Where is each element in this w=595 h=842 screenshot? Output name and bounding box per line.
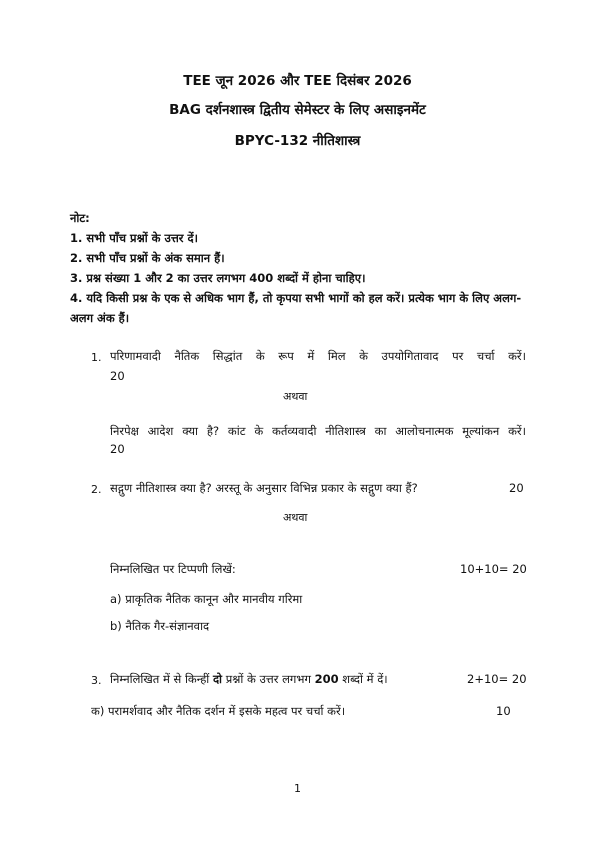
question-3-marks: 2+10= 20 [467,672,527,686]
question-1-or: अथवा [283,390,308,403]
question-3-text [110,672,388,687]
header-course-title: BAG दर्शनशास्त्र द्वितीय सेमेस्टर के लिए असाइनमेंट [169,102,426,118]
question-2-alt-text: निम्नलिखित पर टिप्पणी लिखें: [110,562,236,576]
question-2-alt-marks: 10+10= 20 [460,562,527,576]
question-1-alt-text: निरपेक्ष आदेश क्या है? कांट के कर्तव्यवादी नीतिशास्त्र का आलोचनात्मक मूल्यांकन करें। [110,424,526,438]
notes-heading: नोट: [70,211,90,225]
question-3-part-ka: क) परामर्शवाद और नैतिक दर्शन में इसके महत्व पर चर्चा करें। [91,704,346,718]
note-item: 4. यदि किसी प्रश्न के एक से अधिक भाग हैं, तो कृपया सभी भागों को हल करें। प्रत्येक भाग के लिए अलग-अलग अंक हैं। [70,291,522,325]
note-item: 1. सभी पाँच प्रश्नों के उत्तर दें। [70,231,198,245]
question-2-text: सद्गुण नीतिशास्त्र क्या है? अरस्तू के अनुसार विभिन्न प्रकार के सद्गुण क्या हैं? [110,481,418,495]
question-2-or: अथवा [283,511,308,524]
question-3-part-ka-marks: 10 [496,704,511,718]
question-1-text: परिणामवादी नैतिक सिद्धांत के रूप में मिल के उपयोगितावाद पर चर्चा करें। [110,349,526,363]
notes-section [70,208,540,328]
question-3-number: 3. [91,674,102,687]
question-3-word-limit: 200 [314,672,339,686]
question-3-text-end: शब्दों में दें। [342,672,388,686]
question-3-text-start: निम्नलिखित में से किन्हीं [110,672,210,686]
question-1-number: 1. [91,351,102,364]
question-2-part-a: a) प्राकृतिक नैतिक कानून और मानवीय गरिमा [110,592,303,606]
header-course-code: BPYC-132 नीतिशास्त्र [234,133,361,149]
header-exam-session: TEE जून 2026 और TEE दिसंबर 2026 [183,73,412,89]
page-number: 1 [294,782,301,795]
note-item: 3. प्रश्न संख्या 1 और 2 का उत्तर लगभग 400 शब्दों में होना चाहिए। [70,271,366,285]
question-3-count: दो [212,672,223,686]
question-3-text-middle: प्रश्नों के उत्तर लगभग [225,672,311,686]
question-2-number: 2. [91,483,102,496]
note-item: 2. सभी पाँच प्रश्नों के अंक समान हैं। [70,251,225,265]
question-2-part-b: b) नैतिक गैर-संज्ञानवाद [110,619,210,633]
question-1-marks: 20 [110,369,125,383]
question-2-marks: 20 [509,481,524,495]
question-1-alt-marks: 20 [110,442,125,456]
